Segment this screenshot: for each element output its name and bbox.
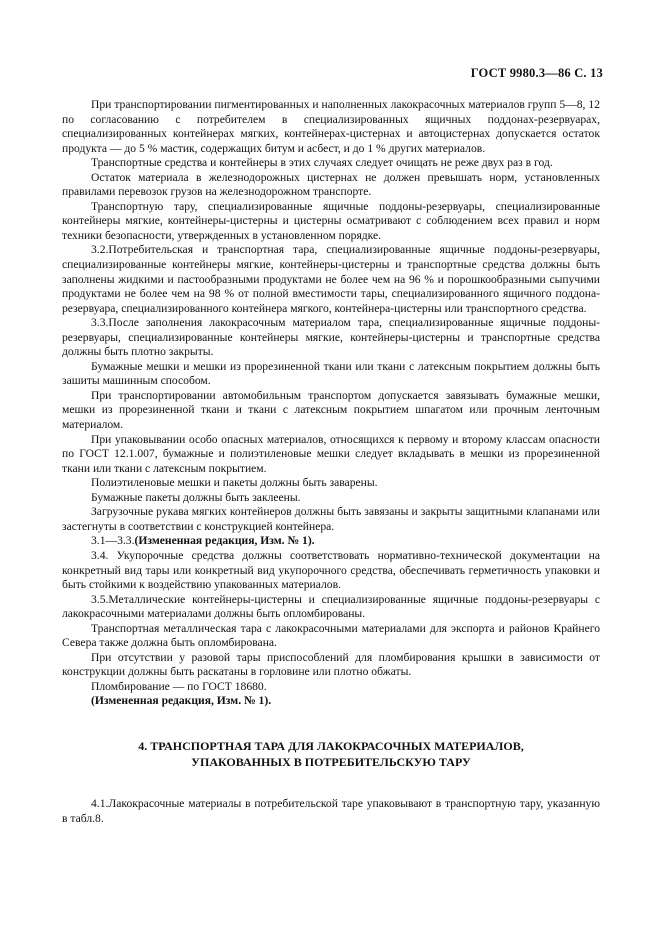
paragraph: Бумажные пакеты должны быть заклеены. [91, 490, 301, 504]
paragraph: При транспортировании автомобильным транспортом допускается завязывать бумажные мешки, мешки из прорезиненной ткани и ткани с латексным покрытием шпагатом или прочным ленточным материалом. [62, 388, 600, 432]
section-title [62, 739, 600, 770]
main-text [62, 98, 600, 709]
paragraph: Транспортные средства и контейнеры в этих случаях следует очищать не реже двух раз в год. [91, 156, 553, 170]
paragraph: 3.2.Потребительская и транспортная тара, специализированные ящичные поддоны-резервуары, специализированные контейнеры мягкие, контейнеры-цистерны и транспортные средства должны быть заполнены жидкими и пастообразными продуктами не более чем на 96 % и порошкообразными сыпучими продуктами не более чем на 98 % от полной вместимости тары, специализированного ящичного поддона-резервуара, специализированного контейнера мягкого, контейнера-цистерны или транспортного средства. [62, 243, 600, 315]
amendment-note [62, 534, 600, 549]
paragraph: Бумажные мешки и мешки из прорезиненной ткани или ткани с латексным покрытием должны быть зашиты машинным способом. [62, 359, 600, 388]
paragraph: 3.3.После заполнения лакокрасочным материалом тара, специализированные ящичные поддоны-резервуары, специализированные контейнеры мягкие, контейнеры-цистерны и транспортные средства должны быть плотно закрыты. [62, 316, 600, 359]
page-header: ГОСТ 9980.3—86 С. 13 [470, 66, 603, 80]
section-title-line: УПАКОВАННЫХ В ПОТРЕБИТЕЛЬСКУЮ ТАРУ [191, 754, 471, 769]
paragraph: Полиэтиленовые мешки и пакеты должны быть заварены. [91, 476, 378, 490]
paragraph: Транспортная металлическая тара с лакокрасочными материалами для экспорта и районов Крайнего Севера также должна быть опломбирована. [62, 621, 600, 650]
paragraph: Загрузочные рукава мягких контейнеров должны быть завязаны и закрыты защитными клапанами или застегнуты в соответствии с конструкцией контейнера. [62, 505, 600, 533]
paragraph: 3.5.Металлические контейнеры-цистерны и специализированные ящичные поддоны-резервуары с лакокрасочными материалами должны быть опломбированы. [62, 592, 600, 621]
paragraph: Транспортную тару, специализированные ящичные поддоны-резервуары, специализированные контейнеры мягкие, контейнеры-цистерны и цистерны осматривают с соблюдением всех правил и норм техники безопасности, утвержденных в установленном порядке. [62, 199, 600, 242]
paragraph: 4.1.Лакокрасочные материалы в потребительской таре упаковывают в транспортную тару, указанную в табл.8. [62, 797, 600, 825]
paragraph: Пломбирование — по ГОСТ 18680. [91, 679, 267, 693]
section-title-line: 4. ТРАНСПОРТНАЯ ТАРА ДЛЯ ЛАКОКРАСОЧНЫХ МАТЕРИАЛОВ, [138, 739, 524, 753]
paragraph: При транспортировании пигментированных и наполненных лакокрасочных материалов групп 5—8, 12 по согласованию с потребителем в специализированных ящичных поддонах-резервуарах, специализированных контейнерах мягких, контейнерах-цистернах и автоцистернах допускается остаток продукта — до 5 % мастик, содержащих битум и асбест, и до 1 % других материалов. [62, 98, 600, 155]
paragraph: При упаковывании особо опасных материалов, относящихся к первому и второму классам опасности по ГОСТ 12.1.007, бумажные и полиэтиленовые мешки следует вкладывать в мешки из прорезиненной ткани или ткани с латексным покрытием. [62, 432, 600, 475]
amendment-note: (Измененная редакция, Изм. № 1). [91, 694, 272, 708]
amendment-label: (Измененная редакция, Изм. № 1). [134, 534, 315, 548]
paragraph: Остаток материала в железнодорожных цистернах не должен превышать норм, установленных правилами перевозок грузов на железнодорожном транспорте. [62, 170, 600, 199]
section-text [62, 797, 600, 826]
paragraph: При отсутствии у разовой тары приспособлений для пломбирования крышки в зависимости от конструкции должны быть раскатаны в горловине или плотно обжаты. [62, 650, 600, 679]
paragraph: 3.4. Укупорочные средства должны соответствовать нормативно-технической документации на конкретный вид тары или конкретный вид укупорочного средства, обеспечивать герметичность упаковки и быть стойкими к воздействию упакованных материалов. [62, 548, 600, 592]
amendment-ref: 3.1—3.3. [91, 534, 135, 548]
